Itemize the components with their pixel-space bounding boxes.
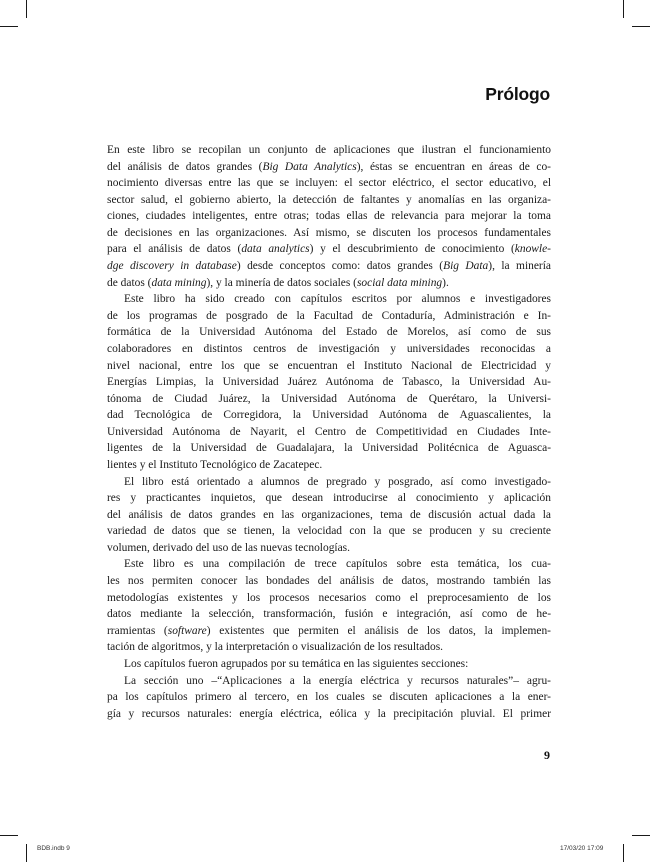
text-line: del análisis de datos grandes en las organizaciones, tema de discusión actual dada la — [107, 508, 551, 521]
text-line: datos mediante la selección, transformación, fusión e integración, así como de he- — [107, 608, 551, 621]
text-line: Este libro ha sido creado con capítulos escritos por alumnos e investigadores — [124, 293, 551, 306]
text-line: tación de algoritmos, y la interpretación o visualización de los resultados. — [107, 641, 444, 654]
body-text — [107, 142, 551, 722]
text-line: para el análisis de datos (data analytics) y el descubrimiento de conocimiento (knowle- — [107, 243, 551, 256]
text-line: gía y recursos naturales: energía eléctrica, eólica y la precipitación pluvial. El primer — [107, 707, 551, 720]
date-slug: 17/03/20 17:09 — [560, 845, 604, 852]
text-line: nocimiento diversas entre las que se incluyen: el sector eléctrico, el sector educativo, el — [107, 177, 551, 190]
text-line: volumen, derivado del uso de las nuevas tecnologías. — [107, 541, 350, 554]
text-line: variedad de datos que se tienen, la velocidad con la que se producen y su creciente — [107, 525, 551, 538]
text-line: del análisis de datos grandes (Big Data Analytics), éstas se encuentran en áreas de co- — [107, 160, 551, 173]
text-line: Universidad Autónoma de Nayarit, el Centro de Competitividad en Ciudades Inte- — [107, 425, 551, 438]
text-line: sector salud, el gobierno abierto, la detección de faltantes y anomalías en las organiza- — [107, 193, 551, 206]
text-line: Energías Limpias, la Universidad Juárez Autónoma de Tabasco, la Universidad Au- — [107, 376, 551, 389]
text-line: La sección uno –“Aplicaciones a la energía eléctrica y recursos naturales”– agru- — [124, 674, 551, 687]
text-line: tónoma de Ciudad Juárez, la Universidad Autónoma de Querétaro, la Universi- — [107, 392, 551, 405]
text-line: de datos (data mining), y la minería de datos sociales (social data mining). — [107, 276, 449, 289]
text-line: res y practicantes inquietos, que desean introducirse al conocimiento y aplicación — [107, 492, 551, 505]
text-line: Este libro es una compilación de trece capítulos sobre esta temática, los cua- — [124, 558, 551, 571]
text-line: ciones, ciudades inteligentes, entre otras; todas ellas de relevancia para mejorar la toma — [107, 210, 551, 223]
crop-mark-bottom-right — [623, 844, 624, 862]
text-line: rramientas (software) existentes que permiten el análisis de los datos, la implemen- — [107, 624, 551, 637]
text-line: ligentes de la Universidad de Guadalajara, la Universidad Politécnica de Aguasca- — [107, 442, 551, 455]
crop-mark-bottom-left — [26, 844, 27, 862]
italic-term: dge discovery in database — [107, 260, 237, 273]
crop-mark-top-left — [26, 0, 27, 18]
text-line: nivel nacional, entre los que se encuentran el Instituto Nacional de Electricidad y — [107, 359, 551, 372]
italic-term: data mining — [151, 276, 207, 289]
crop-mark-top-right — [623, 0, 624, 18]
text-line: de decisiones en las organizaciones. Así mismo, se discuten los procesos fundamentales — [107, 226, 551, 239]
italic-term: knowle- — [514, 243, 551, 256]
italic-term: Big Data — [443, 260, 489, 273]
text-line: En este libro se recopilan un conjunto de aplicaciones que ilustran el funcionamiento — [107, 144, 551, 156]
crop-mark-top-right — [632, 26, 650, 27]
text-line: lientes y el Instituto Tecnológico de Zacatepec. — [107, 458, 323, 471]
italic-term: Big Data Analytics — [262, 160, 357, 173]
text-line: dge discovery in database) desde conceptos como: datos grandes (Big Data), la minería — [107, 260, 551, 273]
text-line: formática de la Universidad Autónoma del Estado de Morelos, así como de sus — [107, 326, 551, 339]
page-number: 9 — [544, 748, 550, 762]
text-line: les nos permiten conocer las bondades del análisis de datos, mostrando también las — [107, 575, 551, 588]
text-line: colaboradores en distintos centros de investigación y universidades reconocidas a — [107, 342, 551, 355]
text-line: metodologías existentes y los procesos necesarios como el preprocesamiento de los — [107, 591, 551, 604]
italic-term: social data mining — [356, 276, 443, 289]
crop-mark-bottom-right — [632, 835, 650, 836]
text-line: dad Tecnológica de Corregidora, la Universidad Autónoma de Aguascalientes, la — [107, 409, 551, 422]
text-line: El libro está orientado a alumnos de pregrado y posgrado, así como investigado- — [124, 475, 551, 488]
page-title: Prólogo — [485, 84, 550, 104]
text-line: Los capítulos fueron agrupados por su temática en las siguientes secciones: — [124, 657, 469, 670]
italic-term: data analytics — [241, 243, 310, 256]
crop-mark-bottom-left — [0, 835, 18, 836]
text-line: pa los capítulos primero al tercero, en los cuales se discuten aplicaciones a la ener- — [107, 691, 551, 704]
file-slug: BDB.indb 9 — [37, 845, 70, 852]
italic-term: software — [167, 624, 207, 637]
text-line: de los programas de posgrado de la Facultad de Contaduría, Administración e In- — [107, 309, 551, 322]
crop-mark-top-left — [0, 26, 18, 27]
